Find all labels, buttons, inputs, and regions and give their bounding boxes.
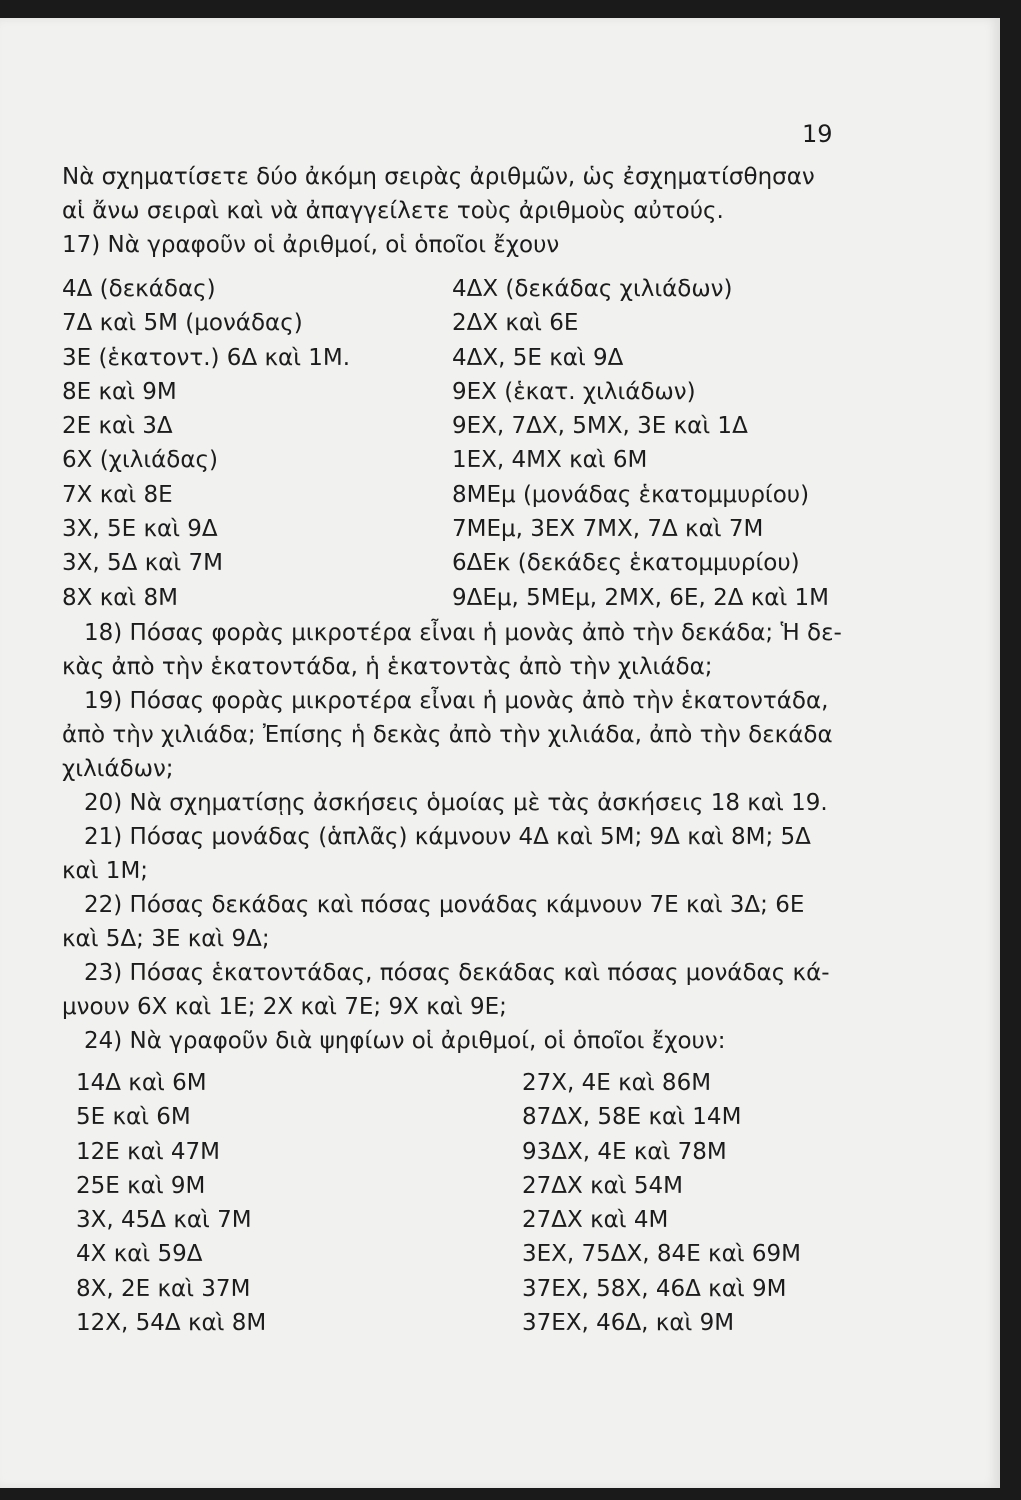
list-item: 8Ε καὶ 9Μ [62, 378, 177, 405]
list-item: 3Χ, 45Δ καὶ 7Μ [76, 1207, 252, 1234]
list-item: 14Δ καὶ 6Μ [76, 1070, 207, 1096]
list-item: 6ΔΕκ (δεκάδες ἑκατομμυρίου) [452, 550, 800, 577]
list-item: 9ΕΧ (ἑκατ. χιλιάδων) [452, 378, 696, 405]
list-item: 4ΔΧ, 5Ε καὶ 9Δ [452, 344, 624, 371]
exercise-19-line-2: ἀπὸ τὴν χιλιάδα; Ἐπίσης ἡ δεκὰς ἀπὸ τὴν χιλιάδα, ἀπὸ τὴν δεκάδα [62, 722, 833, 748]
intro-paragraph [62, 160, 852, 262]
book-page [0, 18, 1000, 1488]
list-item: 1ΕΧ, 4ΜΧ καὶ 6Μ [452, 447, 648, 474]
list-item: 3Ε (ἑκατοντ.) 6Δ καὶ 1Μ. [62, 344, 351, 371]
exercise-20: 20) Νὰ σχηματίσῃς ἀσκήσεις ὁμοίας μὲ τὰς ἀσκήσεις 18 καὶ 19. [84, 790, 828, 816]
exercise-21-line-2: καὶ 1Μ; [62, 858, 149, 884]
list-item: 9ΕΧ, 7ΔΧ, 5ΜΧ, 3Ε καὶ 1Δ [452, 413, 748, 440]
list-item: 9ΔΕμ, 5ΜΕμ, 2ΜΧ, 6Ε, 2Δ καὶ 1Μ [452, 584, 830, 611]
list-item: 25Ε καὶ 9Μ [76, 1172, 206, 1199]
list-item: 37ΕΧ, 58Χ, 46Δ καὶ 9Μ [522, 1275, 787, 1302]
exercise-17-list-left [62, 272, 350, 615]
exercise-24-list-left [76, 1066, 266, 1340]
exercise-23-line-1: 23) Πόσας ἑκατοντάδας, πόσας δεκάδας καὶ πόσας μονάδας κά- [84, 960, 830, 986]
list-item: 37ΕΧ, 46Δ, καὶ 9Μ [522, 1310, 735, 1337]
list-item: 5Ε καὶ 6Μ [76, 1104, 191, 1131]
list-item: 93ΔΧ, 4Ε καὶ 78Μ [522, 1138, 727, 1165]
list-item: 4ΔΧ (δεκάδας χιλιάδων) [452, 276, 733, 302]
intro-line-1: Νὰ σχηματίσετε δύο ἀκόμη σειρὰς ἀριθμῶν, ὡς ἐσχηματίσθησαν [62, 164, 815, 190]
list-item: 8Χ, 2Ε καὶ 37Μ [76, 1275, 251, 1302]
list-item: 7ΜΕμ, 3ΕΧ 7ΜΧ, 7Δ καὶ 7Μ [452, 516, 764, 543]
list-item: 6Χ (χιλιάδας) [62, 447, 219, 474]
list-item: 27ΔΧ καὶ 4Μ [522, 1207, 669, 1234]
list-item: 7Χ καὶ 8Ε [62, 481, 173, 508]
list-item: 8Χ καὶ 8Μ [62, 584, 178, 611]
exercise-22-line-1: 22) Πόσας δεκάδας καὶ πόσας μονάδας κάμνουν 7Ε καὶ 3Δ; 6Ε [84, 892, 805, 918]
list-item: 27Χ, 4Ε καὶ 86Μ [522, 1070, 712, 1096]
list-item: 2ΔΧ καὶ 6Ε [452, 310, 579, 337]
page-number: 19 [802, 120, 833, 148]
exercise-18-line-1: 18) Πόσας φορὰς μικροτέρα εἶναι ἡ μονὰς ἀπὸ τὴν δεκάδα; Ἡ δε- [84, 620, 842, 646]
exercise-24-list-right [522, 1066, 801, 1340]
list-item: 87ΔΧ, 58Ε καὶ 14Μ [522, 1104, 742, 1131]
list-item: 27ΔΧ καὶ 54Μ [522, 1172, 683, 1199]
list-item: 8ΜΕμ (μονάδας ἑκατομμυρίου) [452, 481, 810, 508]
list-item: 3ΕΧ, 75ΔΧ, 84Ε καὶ 69Μ [522, 1241, 801, 1268]
list-item: 12Χ, 54Δ καὶ 8Μ [76, 1310, 267, 1337]
exercises-18-23 [62, 616, 852, 1058]
exercise-21-line-1: 21) Πόσας μονάδας (ἁπλᾶς) κάμνουν 4Δ καὶ 5Μ; 9Δ καὶ 8Μ; 5Δ [84, 824, 811, 850]
exercise-17: 17) Νὰ γραφοῦν οἱ ἀριθμοί, οἱ ὁποῖοι ἔχουν [62, 232, 560, 258]
exercise-19-line-1: 19) Πόσας φορὰς μικροτέρα εἶναι ἡ μονὰς ἀπὸ τὴν ἑκατοντάδα, [84, 688, 829, 714]
exercise-22-line-2: καὶ 5Δ; 3Ε καὶ 9Δ; [62, 926, 270, 952]
list-item: 2Ε καὶ 3Δ [62, 413, 173, 440]
exercise-19-line-3: χιλιάδων; [62, 756, 174, 782]
exercise-24: 24) Νὰ γραφοῦν διὰ ψηφίων οἱ ἀριθμοί, οἱ ὁποῖοι ἔχουν: [84, 1028, 726, 1054]
exercise-18-line-2: κὰς ἀπὸ τὴν ἑκατοντάδα, ἡ ἑκατοντὰς ἀπὸ τὴν χιλιάδα; [62, 654, 713, 680]
list-item: 4Δ (δεκάδας) [62, 276, 216, 302]
exercise-23-line-2: μνουν 6Χ καὶ 1Ε; 2Χ καὶ 7Ε; 9Χ καὶ 9Ε; [62, 994, 507, 1020]
list-item: 12Ε καὶ 47Μ [76, 1138, 221, 1165]
list-item: 3Χ, 5Δ καὶ 7Μ [62, 550, 223, 577]
intro-line-2: αἱ ἄνω σειραὶ καὶ νὰ ἀπαγγείλετε τοὺς ἀριθμοὺς αὐτούς. [62, 198, 724, 224]
exercise-17-list-right [452, 272, 829, 615]
list-item: 4Χ καὶ 59Δ [76, 1241, 203, 1268]
list-item: 7Δ καὶ 5Μ (μονάδας) [62, 310, 303, 337]
list-item: 3Χ, 5Ε καὶ 9Δ [62, 516, 218, 543]
